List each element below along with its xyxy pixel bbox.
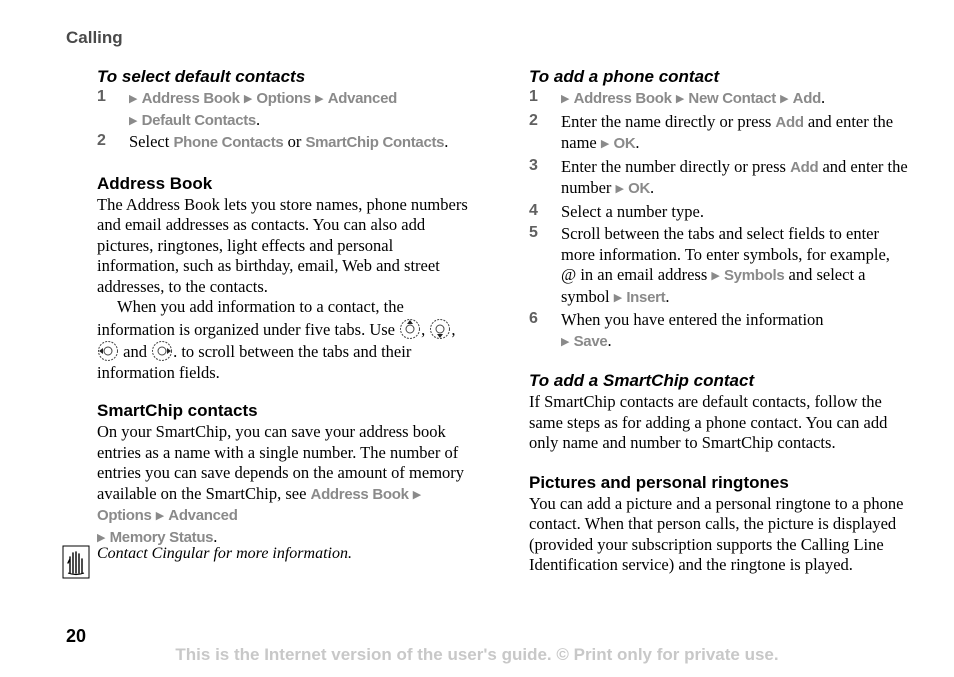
paragraph-text: and bbox=[123, 342, 147, 361]
menu-add: Add bbox=[790, 158, 819, 176]
menu-new-contact: New Contact bbox=[688, 90, 776, 107]
menu-insert: Insert bbox=[626, 288, 666, 306]
arrow-icon: ▶ bbox=[675, 93, 685, 105]
step-text: and enter the number bbox=[561, 156, 908, 197]
menu-add: Add bbox=[792, 90, 821, 107]
add-smartchip-title: To add a SmartChip contact bbox=[529, 371, 755, 390]
arrow-icon: ▶ bbox=[615, 183, 624, 195]
menu-save: Save bbox=[573, 332, 608, 350]
paragraph-text: On your SmartChip, you can save your address book entries as a name with a single number. The number of entries you can save depends on the amount of memory available on the SmartChip, see bbox=[97, 422, 465, 503]
nav-up-icon bbox=[399, 318, 421, 340]
menu-advanced: Advanced bbox=[327, 90, 397, 107]
arrow-icon: ▶ bbox=[155, 510, 165, 522]
step-text: Scroll between the tabs and select fields to enter more information. To enter symbols, for example, @ in an email address bbox=[561, 224, 890, 284]
step-2: 2 Enter the name directly or press Add and enter the name ▶ OK. bbox=[529, 111, 894, 152]
step-number: 4 bbox=[529, 201, 538, 219]
pictures-paragraph: You can add a picture and a personal ringtone to a phone contact. When that person calls, the picture is displayed (provided your subscription supports the Calling Line Identification service) and the ringtone is played. bbox=[529, 493, 904, 574]
nav-left-icon bbox=[97, 340, 119, 362]
step-5: 5 Scroll between the tabs and select fields to enter more information. To enter symbols, for example, @ in an email address ▶ Symbols and select a symbol ▶ Insert. bbox=[529, 224, 890, 306]
step-number: 6 bbox=[529, 310, 538, 327]
note bbox=[62, 545, 462, 584]
menu-address-book: Address Book bbox=[310, 485, 409, 503]
step-text: and select a symbol bbox=[561, 265, 866, 306]
arrow-icon: ▶ bbox=[129, 93, 138, 105]
paragraph-text: When you add information to a contact, the information is organized under five tabs. Use bbox=[97, 297, 404, 339]
arrow-icon: ▶ bbox=[97, 531, 106, 544]
page-number: 20 bbox=[66, 626, 87, 646]
menu-options: Options bbox=[97, 507, 152, 524]
add-smartchip-paragraph: If SmartChip contacts are default contacts, follow the same steps as for adding a phone contact. You can add only name and number to SmartChip contacts. bbox=[529, 392, 888, 452]
step-number: 2 bbox=[97, 132, 106, 149]
step-number: 3 bbox=[529, 156, 538, 174]
arrow-icon: ▶ bbox=[412, 488, 422, 501]
step-1: 1 ▶ Address Book ▶ New Contact ▶ Add. bbox=[529, 88, 826, 107]
nav-right-icon bbox=[151, 340, 173, 362]
note-text: Contact Cingular for more information. bbox=[97, 545, 352, 562]
step-number: 5 bbox=[529, 224, 538, 241]
step-text: Enter the name directly or press bbox=[561, 111, 776, 131]
step-text: or bbox=[283, 132, 306, 151]
step-number: 1 bbox=[529, 88, 538, 105]
menu-ok: OK bbox=[613, 135, 636, 152]
step-number: 2 bbox=[529, 111, 538, 129]
paragraph-text: . to scroll between the tabs and their information fields. bbox=[97, 342, 412, 382]
menu-address-book: Address Book bbox=[141, 90, 240, 107]
right-column bbox=[529, 66, 909, 576]
step-4 bbox=[529, 202, 909, 223]
address-book-paragraph: The Address Book lets you store names, phone numbers and email addresses as contacts. You can also add pictures, ringtones, light effects and personal information, such as birthday, email, Web and street addresses, to the contacts. bbox=[97, 194, 468, 296]
step-1: 1 ▶ Address Book ▶ Options ▶ Advanced ▶ Default Contacts. bbox=[97, 88, 397, 129]
smartchip-paragraph: On your SmartChip, you can save your address book entries as a name with a single number. The number of entries you can save depends on the amount of memory available on the SmartChip, see Address Book ▶ Options ▶ Advanced ▶ Memory Status. bbox=[97, 422, 465, 546]
menu-advanced: Advanced bbox=[168, 507, 238, 524]
menu-symbols: Symbols bbox=[723, 267, 785, 284]
step-6: 6 When you have entered the information ▶ Save. bbox=[529, 310, 824, 350]
smartchip-title: SmartChip contacts bbox=[97, 401, 258, 420]
step-text: When you have entered the information bbox=[561, 310, 824, 329]
menu-smartchip-contacts: SmartChip Contacts bbox=[305, 134, 445, 151]
arrow-icon: ▶ bbox=[561, 93, 570, 105]
nav-down-icon bbox=[429, 318, 451, 340]
pictures-title: Pictures and personal ringtones bbox=[529, 472, 789, 492]
address-book-tabs-paragraph: When you add information to a contact, the information is organized under five tabs. Use , , and . to scroll between the tabs and their information fields. bbox=[97, 297, 456, 382]
left-column bbox=[97, 66, 472, 548]
menu-memory-status: Memory Status bbox=[109, 528, 214, 546]
step-2: 2 Select Phone Contacts or SmartChip Contacts. bbox=[97, 132, 449, 151]
select-default-title: To select default contacts bbox=[97, 67, 306, 86]
menu-options: Options bbox=[256, 90, 311, 107]
address-book-title: Address Book bbox=[97, 173, 213, 193]
add-phone-title: To add a phone contact bbox=[529, 67, 720, 86]
step-3: 3 Enter the number directly or press Add and enter the number ▶ OK. bbox=[529, 156, 908, 197]
menu-ok: OK bbox=[628, 180, 651, 197]
menu-phone-contacts: Phone Contacts bbox=[173, 134, 284, 151]
step-text: Select a number type. bbox=[561, 201, 704, 221]
step-text: Select bbox=[129, 132, 174, 151]
menu-add: Add bbox=[775, 113, 804, 131]
arrow-icon: ▶ bbox=[780, 93, 789, 105]
arrow-icon: ▶ bbox=[129, 114, 138, 127]
step-number: 1 bbox=[97, 88, 106, 105]
step-text: and enter the name bbox=[561, 111, 894, 152]
arrow-icon: ▶ bbox=[315, 93, 324, 105]
arrow-icon: ▶ bbox=[613, 291, 623, 304]
footer-notice: This is the Internet version of the user's guide. © Print only for private use. bbox=[175, 645, 779, 664]
menu-address-book: Address Book bbox=[573, 90, 672, 107]
section-header: Calling bbox=[66, 28, 123, 47]
menu-default-contacts: Default Contacts bbox=[141, 111, 256, 129]
arrow-icon: ▶ bbox=[711, 270, 720, 282]
step-text: Enter the number directly or press bbox=[561, 156, 791, 176]
arrow-icon: ▶ bbox=[561, 335, 570, 348]
arrow-icon: ▶ bbox=[243, 93, 253, 105]
arrow-icon: ▶ bbox=[600, 138, 610, 150]
note-hand-icon bbox=[62, 545, 90, 579]
